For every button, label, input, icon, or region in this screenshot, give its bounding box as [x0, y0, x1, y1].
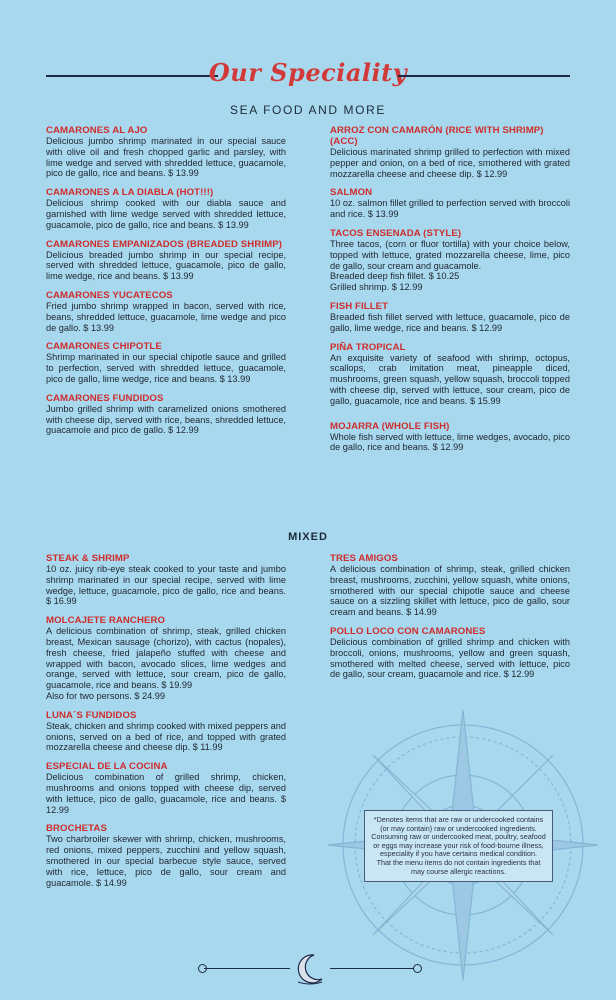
menu-item [46, 823, 286, 888]
item-name: CAMARONES A LA DIABLA (HOT!!!) [46, 187, 214, 199]
title-row [46, 58, 570, 94]
item-description: Two charbroiler skewer with shrimp, chicken, mushrooms, red onions, mixed peppers, zucchini and yellow squash, smothered in our special barbecue style sauce, served with rice, lettuce, pico de gallo, sour cream and guacamole. $ 14.99 [46, 834, 286, 888]
item-name: CAMARONES YUCATECOS [46, 289, 173, 301]
item-name: CAMARONES EMPANIZADOS (BREADED SHRIMP) [46, 238, 283, 250]
section-title-seafood: SEA FOOD AND MORE [230, 103, 386, 117]
item-name: MOLCAJETE RANCHERO [46, 615, 166, 627]
item-description: Delicious combination of grilled shrimp, chicken, mushrooms and onions topped with cheese dip, served with lettuce, pico de gallo, guacamole, rice and beans. $ 12.99 [46, 772, 286, 815]
item-description: Whole fish served with lettuce, lime wedges, avocado, pico de gallo, rice and beans. $ 12.99 [330, 431, 570, 453]
menu-item [330, 626, 570, 680]
item-name: ESPECIAL DE LA COCINA [46, 761, 168, 773]
item-name: POLLO LOCO CON CAMARONES [330, 625, 486, 637]
menu-item [46, 239, 286, 282]
item-name: BROCHETAS [46, 823, 107, 835]
item-name: CAMARONES FUNDIDOS [46, 392, 164, 404]
item-description: Breaded fish fillet served with lettuce, guacamole, pico de gallo, lime wedge, rice and beans. $ 12.99 [330, 311, 570, 333]
menu-item [46, 290, 286, 333]
item-description: An exquisite variety of seafood with shrimp, octopus, scallops, crab imitation meat, pineapple diced, mushrooms, green squash, yellow squash, broccoli topped with cheese dip, served with lettuce, sour cream, pico de gallo, guacamole, rice and beans. $ 15.99 [330, 352, 570, 406]
item-description: Delicious breaded jumbo shrimp in our special recipe, served with shredded lettuce, guacamole, pico de gallo, lime wedge, rice and beans. $ 13.99 [46, 249, 286, 282]
item-option: Also for two persons. $ 24.99 [46, 690, 165, 701]
item-description: A delicious combination of shrimp, steak, grilled chicken breast, Mexican sausage (chorizo), with cactus (nopales), fresh cheese, fried jalapeño stuffed with cheese and wrapped with bacon, avocado slices, lime wedges and orange, served with lettuce, sour cream, pico de gallo, guacamole, rice and beans. $ 19.99 [46, 626, 286, 691]
item-description: 10 oz. salmon fillet grilled to perfection served with broccoli and rice. $ 13.99 [330, 198, 570, 220]
allergen-notice [364, 810, 553, 882]
item-description: Delicious marinated shrimp grilled to perfection with mixed pepper and onion, on a bed of rice, smothered with grated mozzarella cheese and cheese dip. $ 12.99 [330, 147, 570, 179]
footer-rule-left [204, 968, 290, 969]
notice-line: That the menu items do not contain ingredients that may course allergic reactions. [376, 857, 541, 876]
item-description: Fried jumbo shrimp wrapped in bacon, served with rice, beans, shredded lettuce, guacamole, lime wedge and pico de gallo. $ 13.99 [46, 300, 286, 333]
item-name: MOJARRA (WHOLE FISH) [330, 420, 450, 432]
item-description: Steak, chicken and shrimp cooked with mixed peppers and onions, served on a bed of rice, and topped with grated mozzarella cheese and cheese dip. $ 11.99 [46, 720, 286, 753]
menu-item [330, 553, 570, 618]
menu-item [46, 341, 286, 384]
menu-item [46, 710, 286, 753]
item-option: Breaded deep fish fillet. $ 10.25 [330, 271, 460, 282]
menu-item [46, 187, 286, 230]
mixed-right-column [330, 553, 570, 688]
item-option: Grilled shrimp. $ 12.99 [330, 282, 423, 293]
menu-item [46, 125, 286, 179]
menu-item [46, 393, 286, 436]
item-name: LUNA´S FUNDIDOS [46, 709, 137, 721]
item-description: A delicious combination of shrimp, steak, grilled chicken breast, mushrooms, zucchini, yellow squash, white onions, smothered with our special chipotle sauce and cheese sauce on a sizzling skillet with lettuce, pico de gallo, sour cream and beans. $ 14.99 [330, 564, 570, 618]
crescent-moon-icon [292, 952, 328, 986]
notice-line: Consuming raw or undercooked meat, poultry, seafood or eggs may increase your risk of food-bourne illness, especiality if you have certains medical condition. [371, 832, 546, 859]
item-description: Jumbo grilled shrimp with caramelized onions smothered with cheese dip, served with rice, beans, shredded lettuce, guacamole and pico de gallo. $ 12.99 [46, 403, 286, 436]
item-name: STEAK & SHRIMP [46, 553, 130, 564]
item-name: FISH FILLET [330, 300, 389, 312]
menu-item [330, 125, 570, 179]
item-name: TACOS ENSENADA (STYLE) [330, 227, 462, 239]
item-name: ARROZ CON CAMARÓN (RICE WITH SHRIMP) (ACC) [330, 125, 544, 147]
item-description: Shrimp marinated in our special chipotle sauce and grilled to perfection, served with shredded lettuce, guacamole, pico de gallo, lime wedge, rice and beans. $ 13.99 [46, 352, 286, 384]
item-description: Delicious shrimp cooked with our diabla sauce and garnished with lime wedge served with shredded lettuce, guacamole, pico de gallo, rice and beans. $ 13.99 [46, 198, 286, 230]
menu-item [46, 761, 286, 815]
menu-item [330, 301, 570, 334]
mixed-left-column [46, 553, 286, 896]
menu-item [46, 615, 286, 702]
item-name: SALMON [330, 187, 373, 199]
ornament-dot-icon [413, 964, 422, 973]
item-name: CAMARONES CHIPOTLE [46, 341, 162, 353]
item-name: CAMARONES AL AJO [46, 125, 148, 136]
section-title-mixed: MIXED [288, 531, 328, 543]
menu-item [330, 342, 570, 407]
page-title: Our Speciality [208, 58, 408, 87]
menu-item [46, 553, 286, 607]
menu-item [330, 187, 570, 220]
item-description: Delicious jumbo shrimp marinated in our special sauce with olive oil and fresh chopped garlic and parsley, with lime wedge and served with shredded lettuce, guacamole, pico de gallo, rice and beans. $ 13.99 [46, 136, 286, 179]
menu-item [330, 421, 570, 454]
item-description: Three tacos, (corn or fluor tortilla) with your choice below, topped with lettuce, grated mozzarella cheese, lime, pico de gallo, sour cream and guacamole. [330, 238, 570, 271]
menu-item [330, 228, 570, 293]
item-name: PIÑA TROPICAL [330, 341, 406, 353]
item-name: TRES AMIGOS [330, 553, 398, 564]
footer-ornament [198, 952, 422, 986]
item-description: 10 oz. juicy rib-eye steak cooked to your taste and jumbo shrimp marinated in our special recipe, served with lime wedge, lettuce, guacamole, pico de gallo, rice and beans. $ 16.99 [46, 564, 286, 607]
item-description: Delicious combination of grilled shrimp and chicken with broccoli, onions, mushrooms, yellow and green squash, smothered with melted cheese, served with lettuce, pico de gallo, sour cream, guacamole and rice. $ 12.99 [330, 636, 570, 680]
footer-rule-right [330, 968, 416, 969]
title-rule-right [398, 75, 570, 77]
seafood-left-column [46, 125, 286, 444]
seafood-right-column [330, 125, 570, 461]
notice-line: *Denotes items that are raw or undercooked contains (or may contain) raw or undercooked ingredients. [373, 815, 544, 833]
